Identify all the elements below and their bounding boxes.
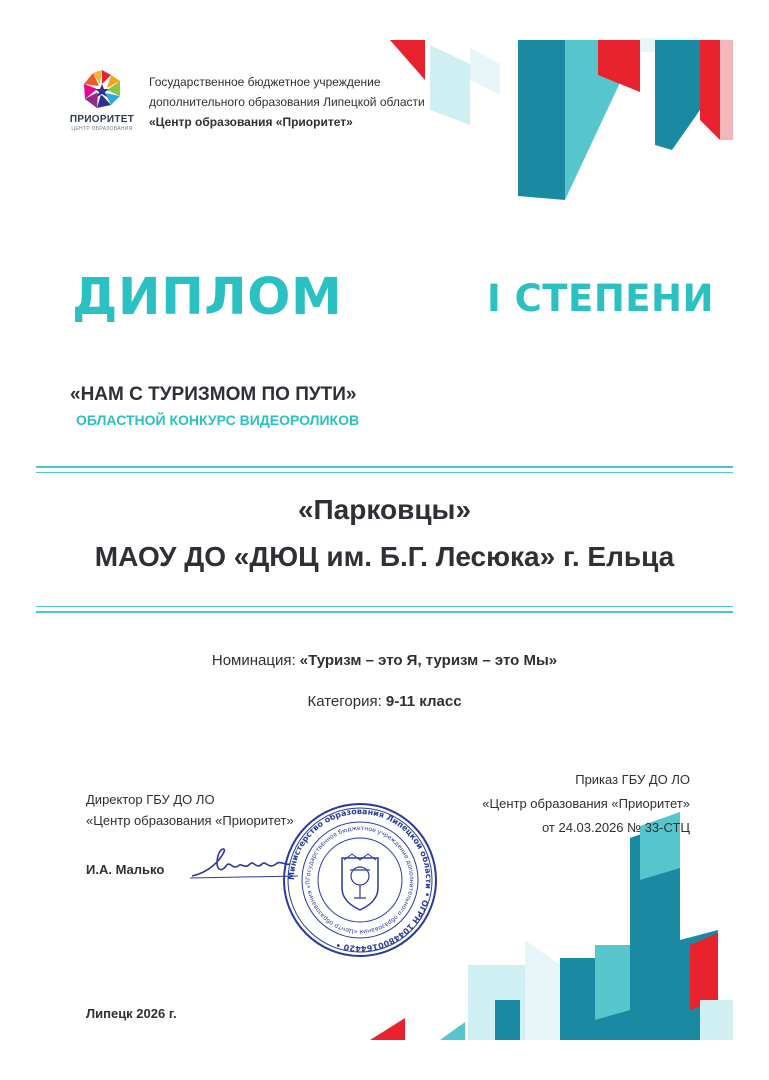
category-value: 9-11 класс [385, 693, 462, 710]
diploma-degree: I СТЕПЕНИ [487, 277, 714, 320]
place-and-year: Липецк 2026 г. [86, 1006, 177, 1021]
order-line-1: Приказ ГБУ ДО ЛО [575, 772, 690, 787]
contest-type: ОБЛАСТНОЙ КОНКУРС ВИДЕОРОЛИКОВ [76, 412, 360, 428]
order-line-3: от 24.03.2026 № 33-СТЦ [541, 820, 690, 835]
organization-logo [80, 68, 124, 112]
signatory-position-line-1: Директор ГБУ ДО ЛО [86, 792, 215, 807]
order-line-2: «Центр образования «Приоритет» [482, 796, 690, 811]
stamp-graphic [280, 800, 440, 960]
divider-top-2 [36, 472, 733, 473]
stamp-inner-text: Государственное бюджетное учреждение дополнительного образования «Центр образования «П [304, 824, 416, 936]
signatory-name: И.А. Малько [86, 862, 165, 877]
category-row [0, 693, 769, 710]
awardee-team: «Парковцы» [297, 494, 472, 525]
category-label: Категория: [307, 693, 382, 710]
logo-name: ПРИОРИТЕТ [69, 114, 135, 125]
divider-bottom-1 [36, 606, 733, 607]
official-stamp [280, 800, 440, 960]
organization-line-1: Государственное бюджетное учреждение [149, 75, 381, 89]
signatory-position-line-2: «Центр образования «Приоритет» [86, 813, 294, 828]
order-reference [482, 768, 690, 840]
nomination-row [0, 652, 769, 669]
organization-line-2: дополнительного образования Липецкой области [149, 95, 425, 109]
divider-bottom-2 [36, 611, 733, 613]
stamp-outer-text: Министерство образования Липецкой области • ОГРН 1044800164420 • [286, 806, 434, 954]
divider-top-1 [36, 466, 733, 468]
contest-name: «НАМ С ТУРИЗМОМ ПО ПУТИ» [70, 384, 357, 405]
logo-subtitle: ЦЕНТР ОБРАЗОВАНИЯ [71, 126, 133, 132]
awardee-school: МАОУ ДО «ДЮЦ им. Б.Г. Лесюка» г. Ельца [94, 541, 675, 572]
signatory-position [86, 789, 294, 831]
nomination-label: Номинация: [211, 652, 296, 669]
nomination-value: «Туризм – это Я, туризм – это Мы» [299, 652, 558, 669]
organization-block [149, 72, 425, 132]
diploma-title: ДИПЛОМ [72, 268, 343, 327]
organization-line-3: «Центр образования «Приоритет» [149, 115, 353, 129]
